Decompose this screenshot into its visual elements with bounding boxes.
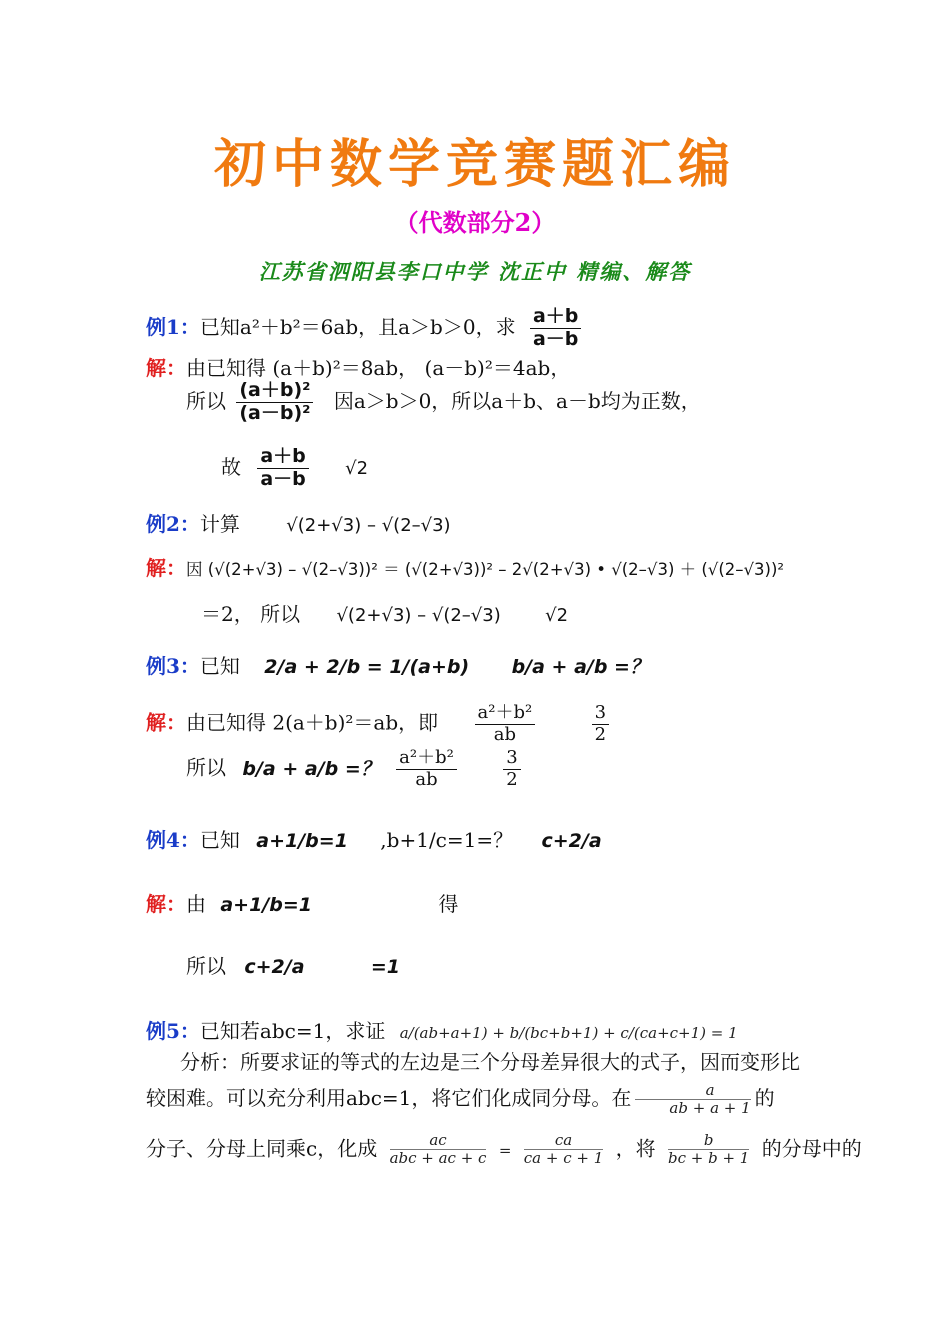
example-1 xyxy=(146,306,581,351)
solution-1-line-1: 解：由已知得 (a＋b)²＝8ab， (a－b)²＝4ab， xyxy=(146,356,571,380)
solution-1-fraction: $\frac{\text{(a＋b)²}}{\text{(a－b)²}}$ xyxy=(236,380,313,425)
solution-3-value-2: $\frac{3}{2}$ xyxy=(503,748,520,790)
example-2-expression: √(2+√3) – √(2–√3) xyxy=(286,515,451,536)
solution-3-line-1: 解：由已知得 2(a＋b)²＝ab，即 $\frac{\text{a²＋b²}}{ab}$ $\frac{3}{2}$ xyxy=(146,703,609,745)
solution-3-fraction: $\frac{\text{a²＋b²}}{ab}$ xyxy=(475,703,536,745)
solution-1-fraction-2: $\frac{a+b}{a-b}$ xyxy=(257,446,308,491)
analysis-paragraph: 分析：所要求证的等式的左边是三个分母差异很大的式子，因而变形比较困难。可以充分利用abc=1，将它们化成同分母。在 $\frac{a}{ab + a + 1}$ 的 xyxy=(146,1050,800,1117)
solution-2-label: 解： xyxy=(146,556,186,580)
analysis-line-3: 分子、分母上同乘c，化成 $\frac{ac}{\text{abc + ac + c}}$ = $\frac{ca}{ca + c + 1}$ ，将 $\frac{b}{bc + b + 1}$ 的分母中的 xyxy=(146,1131,862,1168)
solution-4-line-2: 所以 c+2/a =1 xyxy=(186,954,401,978)
solution-1-line-2: 所以 $\frac{\text{(a＋b)²}}{\text{(a－b)²}}$ 因a＞b＞0，所以a＋b、a－b均为正数， xyxy=(186,379,701,424)
example-4-label: 例4： xyxy=(146,828,200,852)
example-3-label: 例3： xyxy=(146,654,200,678)
example-2-label: 例2： xyxy=(146,512,200,536)
example-3: 例3：已知 2/a + 2/b = 1/(a+b) b/a + a/b =？ xyxy=(146,654,649,678)
solution-2-line-1: 解：因 (√(2+√3) – √(2–√3))² ＝ (√(2+√3))² – 2√(2+√3) • √(2–√3) ＋ (√(2–√3))² xyxy=(146,556,785,580)
solution-4-label: 解： xyxy=(146,892,186,916)
example-4: 例4：已知 a+1/b=1 ,b+1/c=1=？ c+2/a xyxy=(146,828,602,852)
solution-3-line-2: 所以 b/a + a/b =？ $\frac{\text{a²＋b²}}{ab}$ $\frac{3}{2}$ xyxy=(186,748,521,790)
analysis-fraction: $\frac{a}{ab + a + 1}$ xyxy=(635,1082,750,1118)
solution-2-line-2: ＝2， 所以 √(2+√3) – √(2–√3) √2 xyxy=(201,602,569,626)
solution-3-label: 解： xyxy=(146,710,186,735)
solution-3-fraction-2: $\frac{\text{a²＋b²}}{ab}$ xyxy=(396,748,457,790)
example-5-label: 例5： xyxy=(146,1019,200,1043)
example-5: 例5：已知若abc=1，求证 a/(ab+a+1) + b/(bc+b+1) + c/(ca+c+1) = 1 xyxy=(146,1019,738,1043)
solution-4-line-1: 解：由 a+1/b=1 得 xyxy=(146,892,459,916)
solution-1-label: 解： xyxy=(146,356,186,380)
example-1-fraction: $\frac{a+b}{a-b}$ xyxy=(530,306,581,351)
example-3-condition: 2/a + 2/b = 1/(a+b) xyxy=(264,656,470,678)
solution-1-line-3: 故 $\frac{a+b}{a-b}$ √2 xyxy=(221,445,369,490)
example-1-text: 已知a²＋b²＝6ab，且a＞b＞0，求 xyxy=(199,314,516,339)
page-title: 初中数学竞赛题汇编 xyxy=(213,134,736,195)
example-1-label: 例1： xyxy=(146,314,200,339)
page-subtitle: （代数部分2） xyxy=(394,208,556,237)
solution-3-value: $\frac{3}{2}$ xyxy=(592,703,609,745)
example-3-question: b/a + a/b =？ xyxy=(511,656,649,678)
example-2: 例2：计算 √(2+√3) – √(2–√3) xyxy=(146,512,451,536)
author-line: 江苏省泗阳县李口中学 沈正中 精编、解答 xyxy=(258,259,692,284)
example-5-identity: a/(ab+a+1) + b/(bc+b+1) + c/(ca+c+1) = 1 xyxy=(399,1024,738,1042)
